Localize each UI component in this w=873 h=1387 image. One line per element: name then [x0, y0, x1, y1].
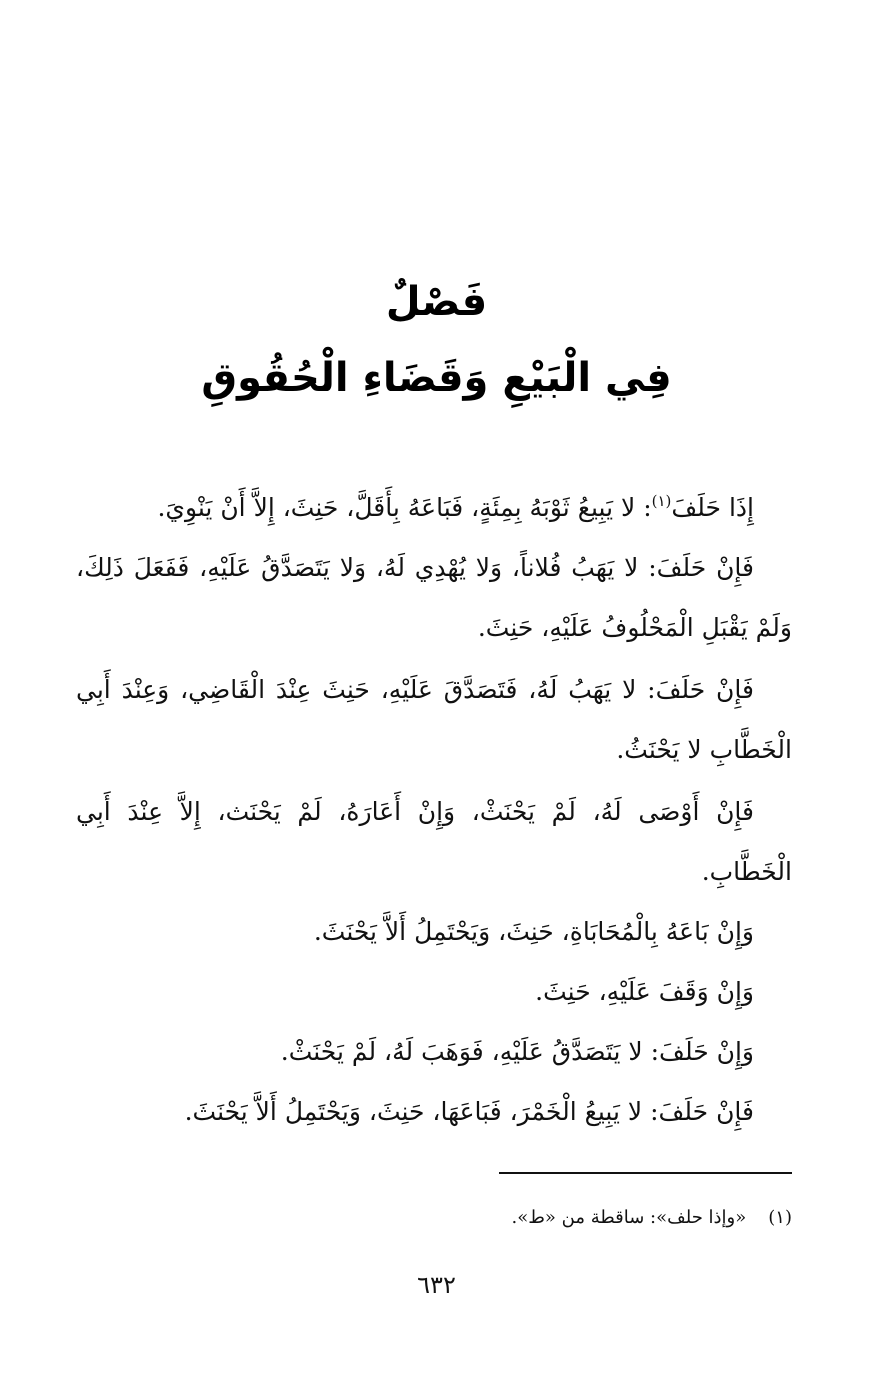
paragraph-7: وَإِنْ حَلَفَ: لا يَتَصَدَّقُ عَلَيْهِ، فَوَهَبَ لَهُ، لَمْ يَحْنَثْ. [280, 1037, 754, 1066]
body-text [76, 478, 792, 1142]
section-subtitle: فِي الْبَيْعِ وَقَضَاءِ الْحُقُوقِ [201, 355, 672, 401]
paragraph-3: فَإِنْ حَلَفَ: لا يَهَبُ لَهُ، فَتَصَدَّقَ عَلَيْهِ، حَنِثَ عِنْدَ الْقَاضِي، وَعِنْدَ أَبِي الْخَطَّابِ لا يَحْنَثُ. [76, 675, 792, 764]
paragraph-1-lead: إِذَا حَلَفَ [671, 493, 754, 522]
footnote-number: (١) [768, 1207, 792, 1228]
paragraph-4: فَإِنْ أَوْصَى لَهُ، لَمْ يَحْنَثْ، وَإِنْ أَعَارَهُ، لَمْ يَحْنَث، إِلاَّ عِنْدَ أَبِي الْخَطَّابِ. [76, 797, 792, 886]
paragraph-8: فَإِنْ حَلَفَ: لا يَبِيعُ الْخَمْرَ، فَبَاعَهَا، حَنِثَ، وَيَحْتَمِلُ أَلاَّ يَحْنَثَ. [184, 1097, 754, 1126]
section-title: فَصْلٌ [385, 279, 488, 325]
page-number: ٦٣٢ [417, 1271, 456, 1299]
footnote-text: «وإذا حلف»: ساقطة من «ط». [511, 1207, 747, 1228]
footnote-reference: (١) [651, 492, 672, 510]
paragraph-6: وَإِنْ وَقَفَ عَلَيْهِ، حَنِثَ. [535, 977, 754, 1006]
paragraph-1 [76, 478, 792, 538]
paragraph-5: وَإِنْ بَاعَهُ بِالْمُحَابَاةِ، حَنِثَ، وَيَحْتَمِلُ أَلاَّ يَحْنَثَ. [313, 917, 754, 946]
paragraph-2: فَإِنْ حَلَفَ: لا يَهَبُ فُلاناً، وَلا يُهْدِي لَهُ، وَلا يَتَصَدَّقُ عَلَيْهِ، فَفَعَلَ ذَلِكَ، وَلَمْ يَقْبَلِ الْمَحْلُوفُ عَلَيْهِ، حَنِثَ. [76, 553, 792, 642]
footnote-divider [499, 1172, 792, 1174]
footnote [300, 1200, 792, 1236]
paragraph-1-rest: : لا يَبِيعُ ثَوْبَهُ بِمِئَةٍ، فَبَاعَهُ بِأَقَلَّ، حَنِثَ، إِلاَّ أَنْ يَنْوِيَ. [157, 493, 652, 522]
